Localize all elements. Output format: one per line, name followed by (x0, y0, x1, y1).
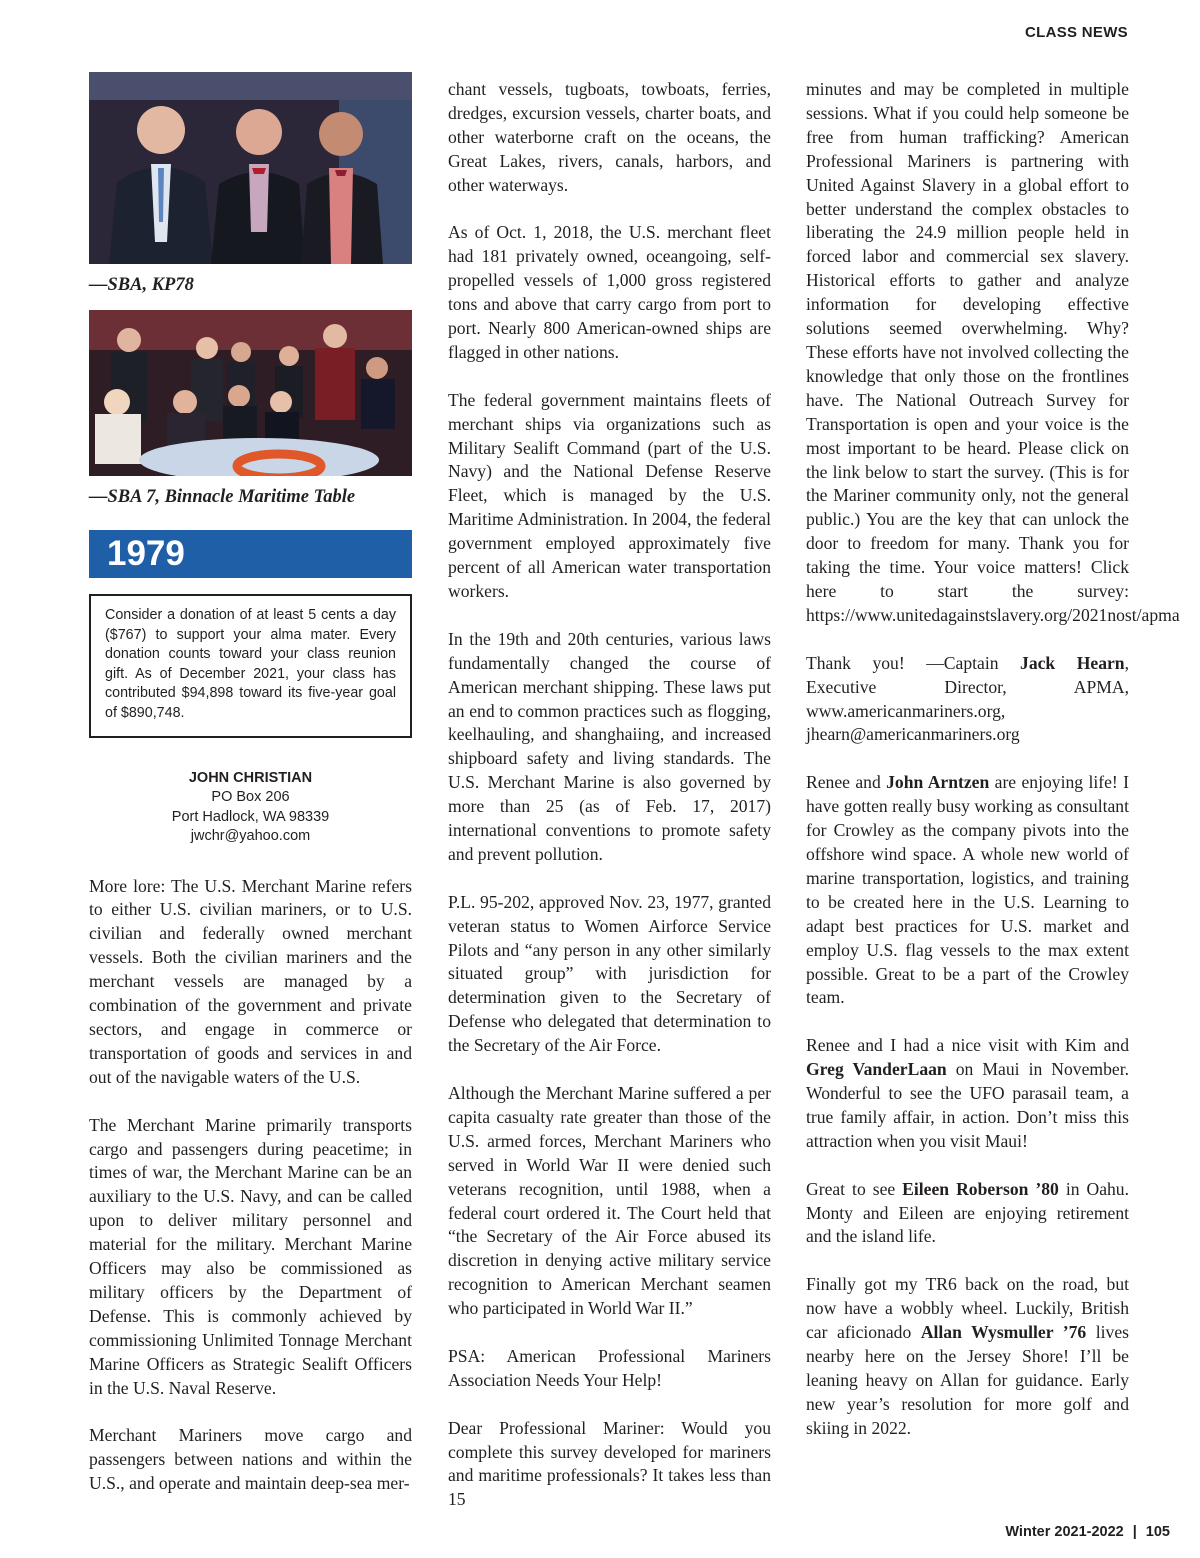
photo-caption: —SBA 7, Binnacle Maritime Table (89, 487, 356, 507)
paragraph (806, 1034, 1129, 1154)
photo-caption: —SBA, KP78 (89, 275, 194, 295)
photo-binnacle-table (89, 310, 412, 476)
correspondent-name: JOHN CHRISTIAN (188, 769, 313, 786)
text: Finally got my TR6 back on the road, but now have a wobbly wheel. Luckily, British car aficionado (806, 1274, 1129, 1343)
article-text-col2 (448, 78, 771, 1512)
text: Renee and (806, 772, 887, 793)
paragraph (806, 652, 1129, 748)
column-1 (89, 78, 412, 1496)
article-text-col3 (806, 78, 1180, 1441)
paragraph (806, 1273, 1129, 1440)
text: on Maui in November. Wonderful to see the UFO parasail team, a true family affair, in action. Don’t miss this attraction when you visit Maui! (806, 1059, 1129, 1151)
photo-kp78 (89, 72, 412, 264)
column-2 (448, 78, 771, 1512)
person-name: Eileen Roberson ’80 (902, 1178, 1059, 1199)
paragraph: P.L. 95-202, approved Nov. 23, 1977, granted veteran status to Women Airforce Service Pilots and “any person in any other similarly situated group” with jurisdiction for determination given to the Secretary of Defense who delegated that determination to the Secretary of the Air Force. (448, 891, 771, 1056)
class-correspondent-contact (89, 769, 412, 847)
column-3 (806, 78, 1180, 1441)
text: lives nearby here on the Jersey Shore! I’ll be leaning heavy on Allan for guidance. Early new year’s resolution for more golf and skiing in 2022. (806, 1322, 1129, 1438)
paragraph: PSA: American Professional Mariners Association Needs Your Help! (448, 1345, 771, 1390)
paragraph: minutes and may be completed in multiple sessions. What if you could help someone be free from human trafficking? American Professional Mariners is partnering with United Against Slavery in a global effort to better understand the complex obstacles to liberating the 24.9 million people held in forced labor and commercial sex slavery. Historical efforts to gather and analyze information for developing effective solutions seemed overwhelming. Why? These efforts have not involved collecting the knowledge that only those on the frontlines have. The National Outreach Survey for Transportation is open and your voice is the most important to be heard. Please click on the link below to start the survey. (This is for the Mariner community only, not the general public.) You are the key that can unlock the door to freedom for many. Thank you for taking the time. Your voice matters! Click here to start the survey: https://www.unitedagainstslavery.org/2021nost/apma (806, 79, 1180, 625)
text: Great to see (806, 1178, 903, 1199)
correspondent-email[interactable]: jwchr@yahoo.com (190, 828, 311, 845)
text: Renee and I had a nice visit with Kim and (806, 1035, 1129, 1056)
page-footer (1005, 1524, 1170, 1540)
person-name: John Arntzen (886, 772, 990, 793)
class-year-banner: 1979 (89, 530, 412, 578)
paragraph (806, 1178, 1129, 1250)
paragraph: In the 19th and 20th centuries, various laws fundamentally changed the course of American merchant shipping. These laws put an end to common practices such as flogging, keelhauling, and shanghaiing, and increased shipboard safety and living standards. The U.S. Merchant Marine is also governed by more than 25 (as of Feb. 17, 2017) international conventions to promote safety and prevent pollution. (448, 628, 771, 864)
correspondent-address-line-2: Port Hadlock, WA 98339 (171, 808, 330, 825)
text: Thank you! —Captain (806, 652, 1021, 673)
text: are enjoying life! I have gotten really busy working as consultant for Crowley as the company pivots into the offshore wind space. A whole new world of marine transportation, logistics, and training to be created here in the U.S. Learning to adapt best practices for U.S. market and employ U.S. flag vessels to the max extent possible. Great to be a part of the Crowley team. (806, 772, 1129, 1008)
donation-notice: Consider a donation of at least 5 cents a day ($767) to support your alma mater. Every donation counts toward your class reunion gift. As of December 2021, your class has contributed $94,898 toward its five-year goal of $890,748. (89, 594, 412, 738)
paragraph (806, 771, 1129, 1010)
section-header: CLASS NEWS (1024, 24, 1128, 41)
photo-kp78-image (89, 72, 412, 264)
article-text-col1 (89, 875, 412, 1497)
paragraph: The Merchant Marine primarily transports cargo and passengers during peacetime; in times of war, the Merchant Marine can be an auxiliary to the U.S. Navy, and can be called upon to deliver military personnel and material for the military. Merchant Marine Officers may also be commissioned as military officers by the Department of Defense. This is commonly achieved by commissioning Unlimited Tonnage Merchant Marine Officers as Strategic Sealift Officers in the U.S. Naval Reserve. (89, 1114, 412, 1398)
correspondent-address-line-1: PO Box 206 (211, 789, 290, 806)
paragraph: Although the Merchant Marine suffered a per capita casualty rate greater than those of the U.S. armed forces, Merchant Mariners who served in World War II were denied such veterans recognition, until 1988, when a federal court ordered it. The Court held that “the Secretary of the Air Force abused its discretion in denying active military service recognition to American Merchant seamen who participated in World War II.” (448, 1082, 771, 1319)
text: in Oahu. Monty and Eileen are enjoying retirement and the island life. (806, 1178, 1129, 1247)
page-number: 105 (1145, 1524, 1170, 1540)
text: , Executive Director, APMA, www.americanmariners.org, jhearn@americanmariners.org (806, 652, 1129, 745)
person-name: Jack Hearn (1020, 652, 1125, 673)
paragraph: The federal government maintains fleets of merchant ships via organizations such as Military Sealift Command (part of the U.S. Navy) and the National Defense Reserve Fleet, which is managed by the U.S. Maritime Administration. In 2004, the federal government employed approximately five percent of all American water transportation workers. (448, 389, 771, 601)
issue-label: Winter 2021-2022 (1005, 1524, 1124, 1540)
person-name: Greg VanderLaan (806, 1059, 947, 1080)
footer-separator: | (1132, 1524, 1137, 1540)
paragraph: Dear Professional Mariner: Would you complete this survey developed for mariners and maritime professionals? It takes less than 15 (448, 1417, 771, 1510)
photo-binnacle-image (89, 310, 412, 476)
paragraph: chant vessels, tugboats, towboats, ferries, dredges, excursion vessels, charter boats, and other waterborne craft on the oceans, the Great Lakes, rivers, canals, harbors, and other waterways. (448, 79, 771, 195)
paragraph: More lore: The U.S. Merchant Marine refers to either U.S. civilian mariners, or to U.S. civilian and federally owned merchant vessels. Both the civilian mariners and the merchant vessels are managed by a combination of the government and private sectors, and engage in commerce or transportation of goods and services in and out of the navigable waters of the U.S. (89, 875, 412, 1087)
person-name: Allan Wysmuller ’76 (920, 1322, 1087, 1343)
paragraph: Merchant Mariners move cargo and passengers between nations and within the U.S., and operate and maintain deep-sea mer- (89, 1425, 412, 1494)
paragraph: As of Oct. 1, 2018, the U.S. merchant fleet had 181 privately owned, oceangoing, self-propelled vessels of 1,000 gross registered tons and above that carry cargo from port to port. Nearly 800 American-owned ships are flagged in other nations. (448, 222, 771, 362)
